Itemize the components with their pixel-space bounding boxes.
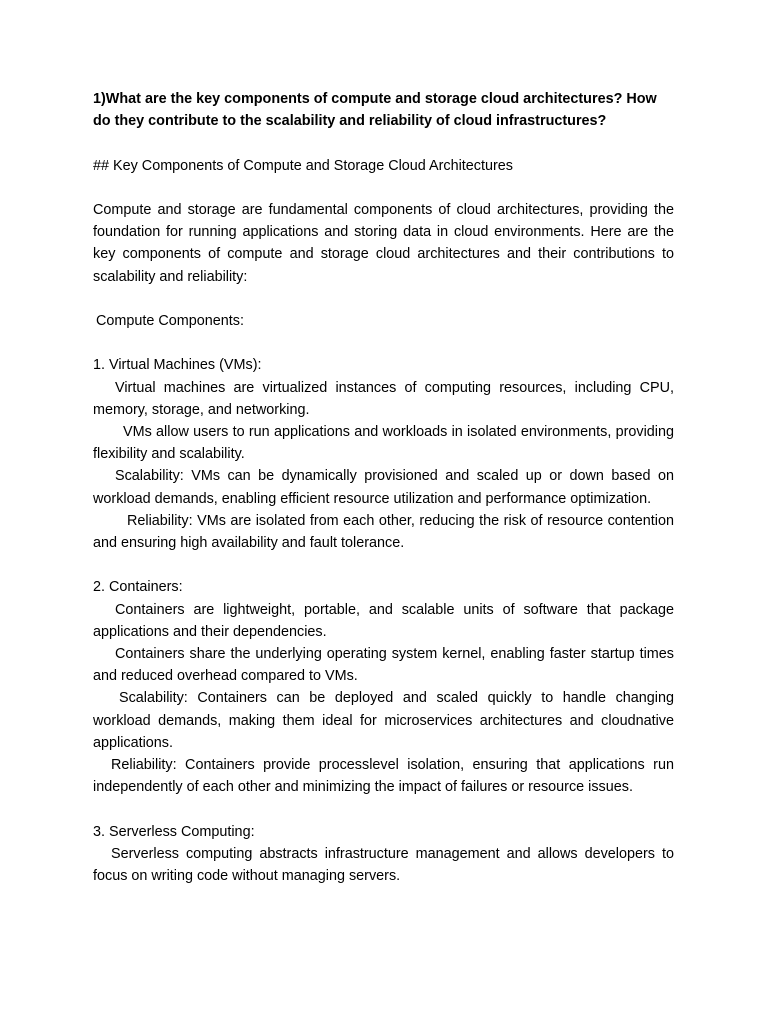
question-heading: 1)What are the key components of compute and storage cloud architectures? How do they contribute to the scalability and reliability of cloud infrastructures?: [93, 91, 657, 130]
body-paragraph: Reliability: VMs are isolated from each other, reducing the risk of resource contention and ensuring high availability and fault tolerance.: [93, 512, 674, 551]
intro-paragraph: Compute and storage are fundamental components of cloud architectures, providing the foundation for running applications and storing data in cloud environments. Here are the key components of compute and storage cloud architectures and their contributions to scalability and reliability:: [93, 201, 674, 285]
body-paragraph: Scalability: VMs can be dynamically provisioned and scaled up or down based on workload demands, enabling efficient resource utilization and performance optimization.: [93, 468, 674, 507]
body-paragraph: Containers are lightweight, portable, and scalable units of software that package applications and their dependencies.: [93, 601, 674, 640]
body-paragraph: Reliability: Containers provide processlevel isolation, ensuring that applications run independently of each other and minimizing the impact of failures or resource issues.: [93, 757, 674, 796]
section-title: 3. Serverless Computing:: [93, 823, 255, 840]
section-title: 2. Containers:: [93, 579, 183, 596]
body-paragraph: Virtual machines are virtualized instances of computing resources, including CPU, memory, storage, and networking.: [93, 379, 674, 418]
document-body: [93, 88, 674, 887]
section-title: 1. Virtual Machines (VMs):: [93, 357, 262, 374]
compute-components-heading: Compute Components:: [96, 312, 244, 329]
body-paragraph: Serverless computing abstracts infrastructure management and allows developers to focus on writing code without managing servers.: [93, 845, 674, 885]
body-paragraph: Containers share the underlying operating system kernel, enabling faster startup times and reduced overhead compared to VMs.: [93, 646, 674, 685]
body-paragraph: VMs allow users to run applications and workloads in isolated environments, providing flexibility and scalability.: [93, 423, 674, 463]
section-heading: ## Key Components of Compute and Storage Cloud Architectures: [93, 157, 513, 174]
body-paragraph: Scalability: Containers can be deployed and scaled quickly to handle changing workload demands, making them ideal for microservices architectures and cloudnative applications.: [93, 690, 674, 751]
